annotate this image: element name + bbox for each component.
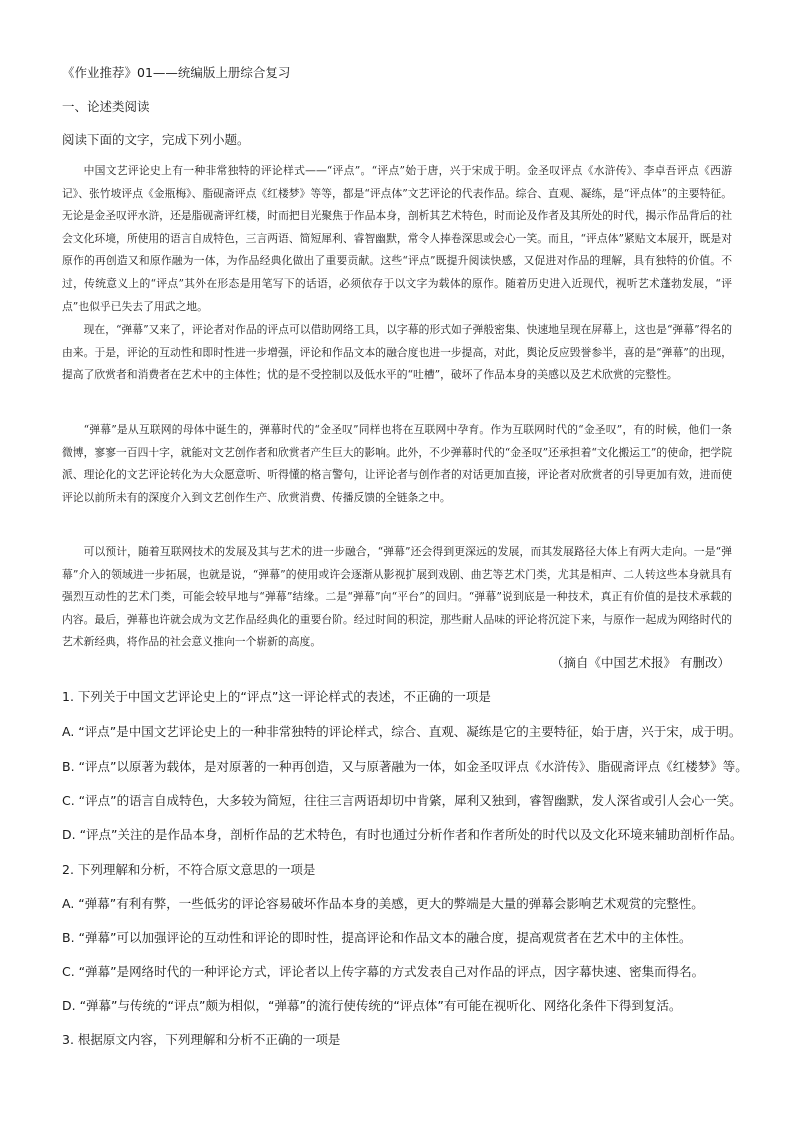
reading-instruction: 阅读下面的文字，完成下列小题。	[62, 132, 250, 147]
question-2-option-d[interactable]: D. “弹幕”与传统的“评点”颇为相似，“弹幕”的流行使传统的“评点体”有可能在视听化、网络化条件下得到复活。	[62, 998, 682, 1013]
passage-paragraph-3: “弹幕”是从互联网的母体中诞生的，弹幕时代的“金圣叹”同样也将在互联网中孕育。作为互联网时代的“金圣叹”，有的时候，他们一条微博，寥寥一百四十字，就能对文艺创作者和欣赏者产生巨大的影响。此外，不少弹幕时代的“金圣叹”还承担着“文化搬运工”的使命，把学院派、理论化的文艺评论转化为大众愿意听、听得懂的格言警句，让评论者与创作者的对话更加直接，评论者对欣赏者的引导更加有效，进而使评论以前所未有的深度介入到文艺创作生产、欣赏消费、传播反馈的全链条之中。	[62, 423, 732, 504]
passage-paragraph-2: 现在，“弹幕”又来了，评论者对作品的评点可以借助网络工具，以字幕的形式如子弹般密集、快速地呈现在屏幕上，这也是“弹幕”得名的由来。于是，评论的互动性和即时性进一步增强，评论和作品文本的融合度也进一步提高，对此，舆论反应毁誉参半，喜的是“弹幕”的出现，提高了欣赏者和消费者在艺术中的主体性；忧的是不受控制以及低水平的“吐槽”，破坏了作品本身的美感以及艺术欣赏的完整性。	[62, 323, 732, 382]
question-3-stem: 3. 根据原文内容，下列理解和分析不正确的一项是	[62, 1032, 341, 1047]
question-2-option-a[interactable]: A. “弹幕”有利有弊，一些低劣的评论容易破坏作品本身的美感，更大的弊端是大量的弹幕会影响艺术观赏的完整性。	[62, 896, 704, 911]
question-1-option-c[interactable]: C. “评点”的语言自成特色，大多较为简短，往往三言两语却切中肯綮，犀利又独到，睿智幽默，发人深省或引人会心一笑。	[62, 793, 742, 808]
passage-paragraph-1: 中国文艺评论史上有一种非常独特的评论样式——“评点”。“评点”始于唐，兴于宋成于明。金圣叹评点《水浒传》、李卓吾评点《西游记》、张竹坡评点《金瓶梅》、脂砚斋评点《红楼梦》等等，都是“评点体”文艺评论的代表作品。综合、直观、凝练，是“评点体”的主要特征。无论是金圣叹评水浒，还是脂砚斋评红楼，时而把目光聚焦于作品本身，剖析其艺术特色，时而论及作者及其所处的时代，揭示作品背后的社会文化环境，所使用的语言自成特色，三言两语、简短犀利、睿智幽默，常令人捧卷深思或会心一笑。而且，“评点体”紧贴文本展开，既是对原作的再创造又和原作融为一体，为作品经典化做出了重要贡献。这些“评点”既提升阅读快感，又促进对作品的理解，具有独特的价值。不过，传统意义上的“评点”其外在形态是用笔写下的话语，必须依存于以文字为载体的原作。随着历史进入近现代，视听艺术蓬勃发展，“评点”也似乎已失去了用武之地。	[62, 164, 732, 313]
question-2-option-b[interactable]: B. “弹幕”可以加强评论的互动性和评论的即时性，提高评论和作品文本的融合度，提高观赏者在艺术中的主体性。	[62, 930, 692, 945]
passage-paragraph-4: 可以预计，随着互联网技术的发展及其与艺术的进一步融合，“弹幕”还会得到更深远的发展，而其发展路径大体上有两大走向。一是“弹幕”介入的领域进一步拓展，也就是说，“弹幕”的使用或许会逐渐从影视扩展到戏剧、曲艺等艺术门类，尤其是相声、二人转这些本身就具有强烈互动性的艺术门类，可能会较早地与“弹幕”结缘。二是“弹幕”向“平台”的回归。“弹幕”说到底是一种技术，真正有价值的是技术承载的内容。最后，弹幕也许就会成为文艺作品经典化的重要台阶。经过时间的积淀，那些耐人品味的评论将沉淀下来，与原作一起成为网络时代的艺术新经典，将作品的社会意义推向一个崭新的高度。	[62, 545, 732, 649]
question-1-option-b[interactable]: B. “评点”以原著为载体，是对原著的一种再创造，又与原著融为一体，如金圣叹评点《水浒传》、脂砚斋评点《红楼梦》等。	[62, 759, 748, 774]
section-heading: 一、论述类阅读	[62, 99, 150, 114]
question-2-option-c[interactable]: C. “弹幕”是网络时代的一种评论方式，评论者以上传字幕的方式发表自己对作品的评点，因字幕快速、密集而得名。	[62, 964, 705, 979]
question-1-stem: 1. 下列关于中国文艺评论史上的“评点”这一评论样式的表述，不正确的一项是	[62, 689, 491, 704]
question-1-option-a[interactable]: A. “评点”是中国文艺评论史上的一种非常独特的评论样式，综合、直观、凝练是它的主要特征，始于唐，兴于宋，成于明。	[62, 724, 742, 739]
question-2-stem: 2. 下列理解和分析，不符合原文意思的一项是	[62, 862, 316, 877]
question-1-option-d[interactable]: D. “评点”关注的是作品本身，剖析作品的艺术特色，有时也通过分析作者和作者所处的时代以及文化环境来辅助剖析作品。	[62, 827, 743, 842]
passage-source: （摘自《中国艺术报》 有删改）	[551, 655, 730, 670]
document-title: 《作业推荐》01——统编版上册综合复习	[62, 65, 291, 80]
